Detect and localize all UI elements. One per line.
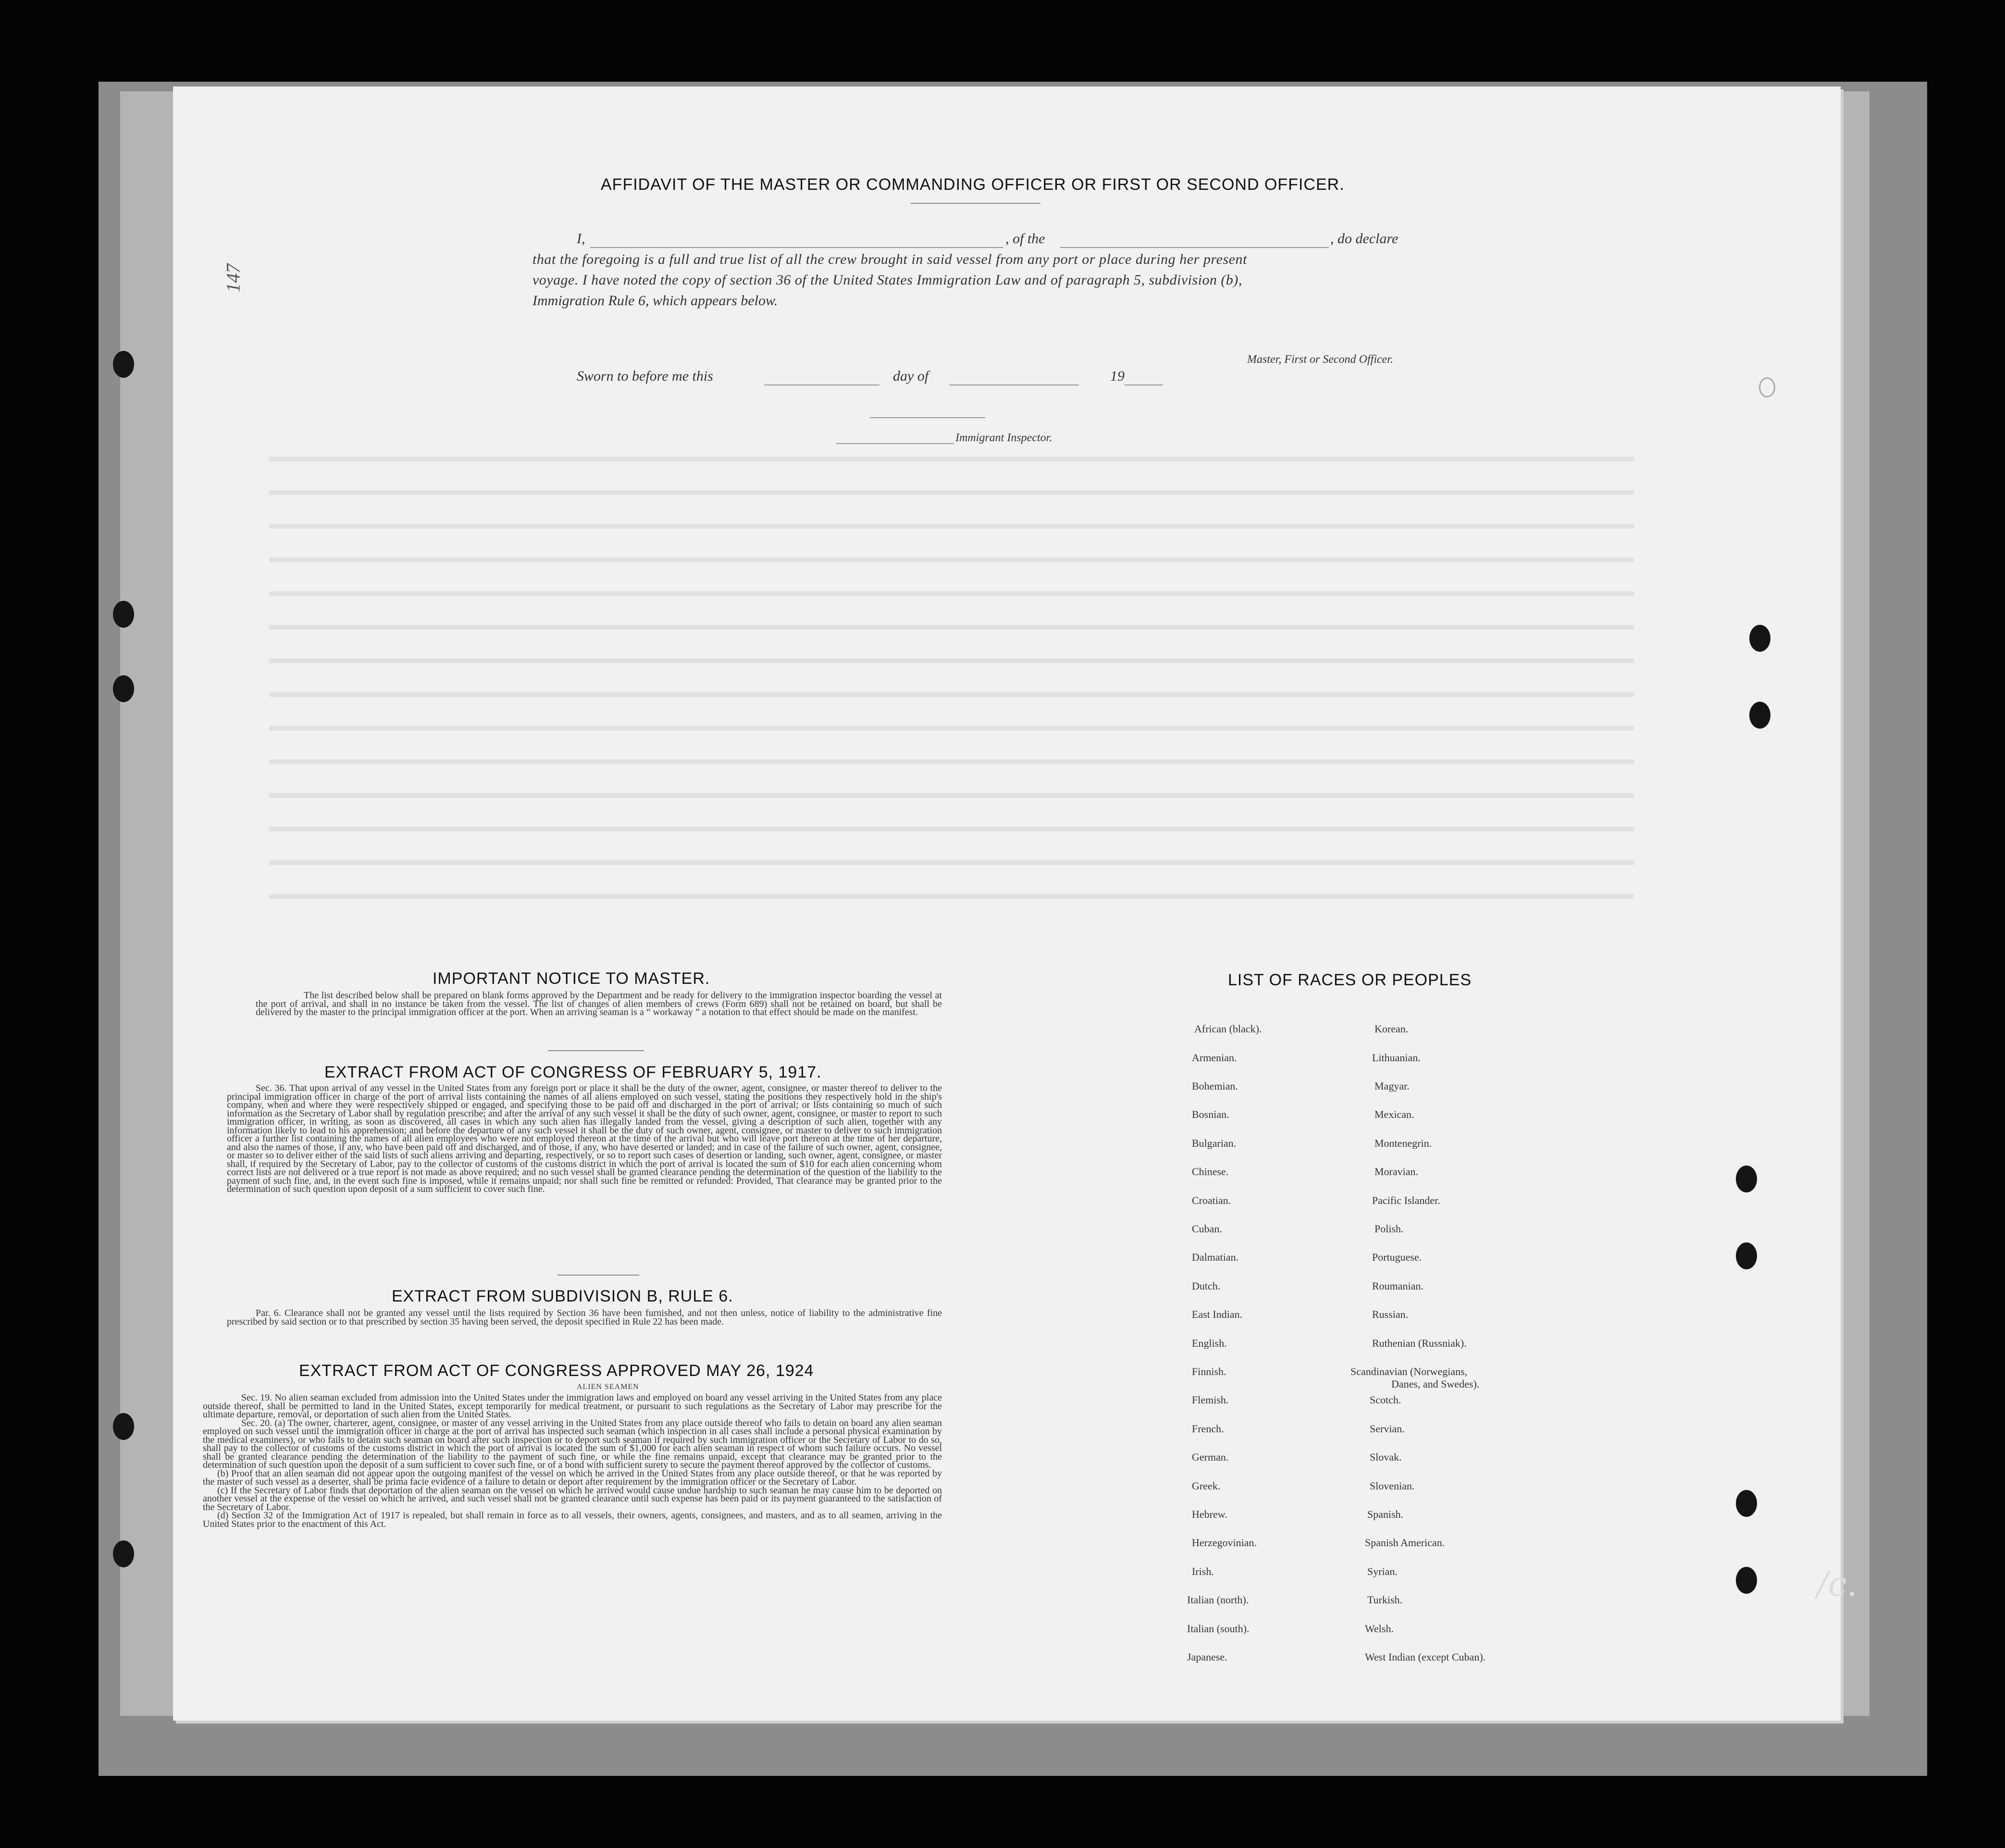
binder-hole (1749, 625, 1770, 652)
act1917-title: EXTRACT FROM ACT OF CONGRESS OF FEBRUARY 5, 1917. (324, 1063, 822, 1081)
act1917-text: Sec. 36. That upon arrival of any vessel in the United States from any foreign port or place it shall be the duty of the owner, agent, consignee, or master thereof to deliver to the principal immigration officer in charge of the port of arrival lists containing the names of all aliens employed on such vessel, stating the positions they respectively hold in the ship's company, when and where they were respectively shipped or engaged, and specifying those to be paid off and discharged in the port of arrival; or lists containing so much of such information as the Secretary of Labor shall by regulation prescribe; and after the arrival of any such vessel it shall be the duty of such owner, agent, consignee, or master to report to such immigration officer, in writing, as soon as discovered, all cases in which any such alien has illegally landed from the vessel, giving a description of such alien, together with any information likely to lead to his apprehension; and before the departure of any such vessel it shall be the duty of such owner, agent, consignee, or master to deliver to such immigration officer a further list containing the names of all alien employees who were not employed thereon at the time of the arrival but who will leave port thereon at the time of her departure, and also the names of those, if any, who have been paid off and discharged, and of those, if any, who have deserted or landed; and in case of the failure of such owner, agent, consignee, or master so to deliver either of the said lists of such aliens arriving and departing, respectively, or so to report such cases of desertion or landing, such owner, agent, consignee, or master shall, if required by the Secretary of Labor, pay to the collector of customs of the customs district in which the port of arrival is located the sum of $10 for each alien concerning whom correct lists are not delivered or a true report is not made as above required; and no such vessel shall be granted clearance pending the determination of the question of the liability to the payment of such fine, and, in the event such fine is imposed, while it remains unpaid; nor shall such fine be remitted or refunded: Provided, That clearance may be granted prior to the determination of such question upon deposit of a sum sufficient to cover such fine. (227, 1083, 942, 1194)
sworn-day-of: day of (893, 368, 929, 384)
race-item: Greek. (1192, 1480, 1221, 1492)
act1924-sec20a: Sec. 20. (a) The owner, charterer, agent, consignee, or master of any vessel arriving in the United States from any place outside thereof who fails to detain on board any alien seaman employed on such vessel until the immigration officer in charge at the port of arrival has inspected such seaman (which inspection in all cases shall include a personal physical examination by the medical examiners), or who fails to detain such seaman on board after such inspection or to deport such seaman if required by such immigration officer or the Secretary of Labor to do so, shall pay to the collector of customs of the customs district in which the port of arrival is located the sum of $1,000 for each alien seaman in respect of whom such failure occurs. No vessel shall be granted clearance pending the determination of the liability to the payment of such fine, or while the fine remains unpaid, except that clearance may be granted prior to the determination of such question upon the deposit of a sum sufficient to cover such fine, or of a bond with sufficient surety to secure the payment thereof approved by the collector of customs. (203, 1417, 942, 1470)
races-title: LIST OF RACES OR PEOPLES (1228, 971, 1472, 989)
race-item: Herzegovinian. (1192, 1537, 1257, 1549)
race-item: Syrian. (1367, 1565, 1398, 1577)
race-item: Danes, and Swedes). (1391, 1378, 1480, 1390)
rule6-title: EXTRACT FROM SUBDIVISION B, RULE 6. (392, 1287, 733, 1305)
rule6-text: Par. 6. Clearance shall not be granted any vessel until the lists required by Section 36 have been furnished, and not then unless, notice of liability to the administrative fine prescribed by said section or to that prescribed by section 35 having been served, the deposit specified in Rule 22 has been made. (227, 1308, 942, 1327)
race-item: Russian. (1372, 1308, 1409, 1320)
race-item: Spanish. (1367, 1508, 1404, 1520)
race-item: German. (1192, 1451, 1229, 1463)
act1917-rule (557, 1275, 639, 1276)
affidavit-body-4: Immigration Rule 6, which appears below. (532, 293, 778, 309)
binder-hole (113, 1413, 134, 1440)
race-item: Mexican. (1374, 1108, 1414, 1120)
affidavit-title: AFFIDAVIT OF THE MASTER OR COMMANDING OFFICER OR FIRST OR SECOND OFFICER. (601, 175, 1345, 194)
race-item: Magyar. (1374, 1080, 1410, 1092)
sworn-day-blank (764, 384, 879, 385)
race-item: English. (1192, 1337, 1227, 1349)
race-item: Lithuanian. (1372, 1052, 1421, 1064)
affidavit-body-3: voyage. I have noted the copy of section 36 of the United States Immigration Law and of paragraph 5, subdivision (b), (532, 272, 1242, 288)
act1924-subtitle: ALIEN SEAMEN (577, 1383, 639, 1391)
sworn-year-blank (1125, 384, 1163, 385)
margin-number: 147 (222, 263, 244, 293)
sworn-month-blank (949, 384, 1079, 385)
act1924-sec20d: (d) Section 32 of the Immigration Act of 1917 is repealed, but shall remain in force as to all vessels, their owners, agents, consignees, and masters, and as to all seamen, arriving in the United States prior to the enactment of this Act. (203, 1510, 942, 1529)
race-item: Montenegrin. (1374, 1137, 1432, 1149)
inspector-signature-label: Immigrant Inspector. (955, 432, 1052, 444)
race-item: Polish. (1374, 1223, 1404, 1235)
race-item: Spanish American. (1365, 1537, 1445, 1549)
race-item: Bosnian. (1192, 1108, 1229, 1120)
race-item: Pacific Islander. (1372, 1194, 1440, 1206)
notice-title: IMPORTANT NOTICE TO MASTER. (433, 969, 710, 988)
race-item: Scandinavian (Norwegians, (1350, 1365, 1468, 1377)
empty-ring-hole (1759, 377, 1775, 397)
race-item: Armenian. (1192, 1052, 1237, 1064)
race-item: Dutch. (1192, 1280, 1221, 1292)
act1924-sec19: Sec. 19. No alien seaman excluded from admission into the United States under the immigration laws and employed on board any vessel arriving in the United States from any place outside thereof, shall be permitted to land in the United States, except temporarily for medical treatment, or pursuant to such regulations as the Secretary of Labor may prescribe for the ultimate departure, removal, or deportation of such alien from the United States. (203, 1392, 942, 1420)
race-item: Bulgarian. (1192, 1137, 1237, 1149)
binder-hole (1749, 702, 1770, 729)
race-item: Italian (north). (1187, 1594, 1249, 1606)
race-item: Japanese. (1187, 1651, 1227, 1663)
race-item: East Indian. (1192, 1308, 1243, 1320)
race-item: Portuguese. (1372, 1251, 1422, 1263)
notice-text: The list described below shall be prepared on blank forms approved by the Department and be ready for delivery to the immigration inspector boarding the vessel at the port of arrival, and shall in no instance be taken from the vessel. The list of changes of alien members of crews (Form 689) shall not be retained on board, but shall be delivered by the master to the principal immigration officer at the port. When an arriving seaman is a “ workaway ” a notation to that effect should be made on the manifest. (256, 990, 942, 1017)
vessel-name-blank (1060, 247, 1329, 248)
bleed-through-ghost (269, 447, 1634, 928)
race-item: Turkish. (1367, 1594, 1403, 1606)
notice-rule (548, 1050, 644, 1051)
sworn-prefix: Sworn to before me this (577, 368, 713, 384)
binder-hole (113, 601, 134, 628)
race-item: Hebrew. (1192, 1508, 1227, 1520)
race-item: Croatian. (1192, 1194, 1231, 1206)
master-signature-label: Master, First or Second Officer. (1247, 353, 1393, 366)
act1924-sec20b: (b) Proof that an alien seaman did not appear upon the outgoing manifest of the vessel on which he arrived in the United States from any place outside thereof, or that he was reported by the master of such vessel as a deserter, shall be prima facie evidence of a failure to detain or deport after requirement by the immigration officer or the Secretary of Labor. (203, 1468, 942, 1487)
race-item: Slovenian. (1370, 1480, 1415, 1492)
race-item: Korean. (1374, 1023, 1409, 1035)
race-item: African (black). (1194, 1023, 1262, 1035)
race-item: Cuban. (1192, 1223, 1222, 1235)
inspector-signature-line (836, 443, 954, 444)
binder-hole (113, 1540, 134, 1567)
binder-hole (113, 351, 134, 378)
binder-hole (1736, 1242, 1757, 1269)
binder-hole (1736, 1166, 1757, 1192)
race-item: Flemish. (1192, 1394, 1229, 1406)
affidavit-i: I, (577, 231, 585, 247)
binder-hole (1736, 1490, 1757, 1517)
binder-hole (113, 675, 134, 702)
race-item: Moravian. (1374, 1166, 1419, 1178)
race-item: Dalmatian. (1192, 1251, 1239, 1263)
act1924-title: EXTRACT FROM ACT OF CONGRESS APPROVED MAY 26, 1924 (299, 1362, 814, 1380)
master-name-blank (590, 247, 1003, 248)
race-item: Italian (south). (1187, 1623, 1250, 1635)
race-item: Chinese. (1192, 1166, 1229, 1178)
binder-hole (1736, 1567, 1757, 1594)
race-item: Servian. (1370, 1423, 1405, 1435)
race-item: French. (1192, 1423, 1224, 1435)
race-item: Scotch. (1370, 1394, 1401, 1406)
handwritten-mark: /c. (1817, 1564, 1858, 1604)
sworn-year-prefix: 19 (1110, 368, 1125, 384)
race-item: Bohemian. (1192, 1080, 1238, 1092)
affidavit-declare: , do declare (1330, 231, 1399, 247)
race-item: Slovak. (1370, 1451, 1402, 1463)
race-item: West Indian (except Cuban). (1365, 1651, 1486, 1663)
race-item: Irish. (1192, 1565, 1214, 1577)
sworn-signature-line (870, 417, 985, 418)
race-item: Roumanian. (1372, 1280, 1423, 1292)
act1924-sec20c: (c) If the Secretary of Labor finds that deportation of the alien seaman on the vessel on which he arrived would cause undue hardship to such seaman he may cause him to be deported on another vessel at the expense of the vessel on which he arrived, and such vessel shall not be granted clearance until such expense has been paid or its payment guaranteed to the satisfaction of the Secretary of Labor. (203, 1485, 942, 1513)
affidavit-body-2: that the foregoing is a full and true list of all the crew brought in said vessel from any port or place during her present (532, 251, 1247, 267)
race-item: Welsh. (1365, 1623, 1394, 1635)
act1924-body (203, 1394, 942, 1528)
affidavit-title-rule (911, 203, 1040, 204)
race-item: Finnish. (1192, 1365, 1226, 1377)
race-item: Ruthenian (Russniak). (1372, 1337, 1467, 1349)
affidavit-of-the: , of the (1005, 231, 1045, 247)
